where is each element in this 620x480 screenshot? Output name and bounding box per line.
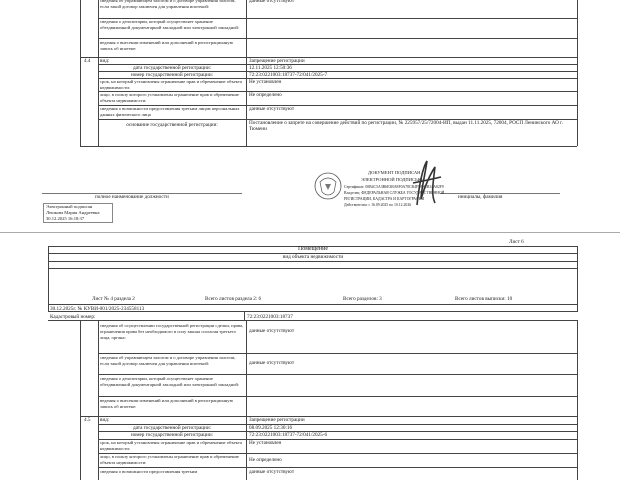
info-total: Всего листов выписки: 10 [455, 296, 513, 302]
row-label: основание государственной регистрации: [126, 122, 218, 128]
row-label: лицо, в пользу которого установлены ограничение прав и обременение объекта недвижимости: [100, 92, 239, 103]
initials-label: инициалы, фамилия [458, 194, 503, 200]
prev-row-value: данные отсутствуют [249, 0, 295, 4]
prev-row-label: сведения об управляющем залогом и о договоре управления залогом, если такой договор заключен для управления ипотекой: [100, 355, 236, 366]
section-number: 4.5 [84, 417, 91, 423]
row-value: 72:23:0221003:18737-72/041/2025-7 [249, 72, 328, 78]
row-value: Постановление о запрете на совершение действий по регистрации, № 225957/25/72004-ИП, выдан 11.11.2025, 72004, РОСП Ленинского АО г. Тюмени [249, 120, 563, 132]
row-value: Запрещение регистрации [249, 417, 305, 423]
row-label: срок, на который установлены ограничение прав и обременение объекта недвижимости: [100, 440, 242, 451]
sheet-number: Лист 6 [509, 239, 524, 245]
cadastral-value: 72:23:0221003:18737 [247, 314, 293, 320]
row-label: сведения о возможности предоставления третьим [100, 469, 198, 474]
handwritten-signature [405, 155, 445, 215]
prev-row-label: сведения о депозитарии, который осуществляет хранение обездвиженной документарной закладной или электронной закладной: [100, 19, 240, 30]
prev-row-value: данные отсутствуют [249, 328, 295, 334]
row-value: Запрещение регистрации [249, 58, 305, 64]
row-value: данные отсутствуют [249, 106, 295, 112]
object-subtitle: вид объекта недвижимости [282, 254, 344, 260]
prev-row-label: ведения о внесении изменений или дополнений в регистрационную запись об ипотеке: [100, 398, 234, 409]
prev-row-label: сведения об управляющем залогом и о договоре управления залогом, если такой договор заключен для управления ипотекой: [100, 0, 236, 9]
row-value: 72:23:0221003:18737-72/041/2025-6 [249, 432, 328, 438]
info-sections: Всего разделов: 3 [343, 296, 382, 302]
e-sign-stamp: Электронный подписан Лешкова Мария Андреевна 30.12.2025 16:18:37 [43, 203, 113, 223]
prev-row-label: сведения об осуществлении государственной регистрации сделки, права, ограничения права без необходимого в силу закона согласия третьего лица, органа: [100, 323, 244, 340]
row-label: вид: [100, 58, 110, 64]
prev-row-label: ведения о внесении изменений или дополнений в регистрационную запись об ипотеке: [100, 40, 234, 51]
row-label: дата государственной регистрации: [132, 65, 212, 71]
row-label: срок, на который установлены ограничение прав и обременение объекта недвижимости: [100, 79, 242, 90]
row-value: 12.11.2025 12:50:36 [249, 65, 292, 71]
row-value: данные отсутствуют [249, 469, 295, 475]
row-value: 08.09.2025 12:30:16 [249, 425, 293, 431]
row-label: сведения о возможности предоставления третьим лицам персональных данных физического лица [100, 106, 240, 117]
row-label: лицо, в пользу которого установлены ограничение прав и обременение объекта недвижимости: [100, 454, 239, 465]
row-label: вид: [100, 417, 110, 423]
row-label: дата государственной регистрации: [132, 425, 212, 431]
prev-row-value: данные отсутствуют [249, 360, 295, 366]
page-divider [0, 232, 620, 233]
emblem-icon [308, 168, 348, 204]
row-value: Не установлен [249, 79, 282, 85]
section-number: 4.4 [84, 58, 91, 64]
extract-number: 30.12.2025г. № КУВИ-001/2025-234558113 [50, 306, 145, 312]
object-title: Помещение [297, 246, 329, 252]
cadastral-label: Кадастровый номер: [50, 314, 96, 320]
row-label: номер государственной регистрации: [130, 72, 214, 78]
row-value: Не определено [249, 457, 282, 463]
info-sheet: Лист № 4 раздела 2 [92, 296, 135, 302]
info-total-sheets: Всего листов раздела 2: 6 [205, 296, 262, 302]
row-label: номер государственной регистрации: [130, 432, 214, 438]
position-label: полное наименование должности [95, 194, 169, 200]
row-value: Не установлен [249, 440, 282, 446]
prev-row-label: сведения о депозитарии, который осуществляет хранение обездвиженной документарной закладной или электронной закладной: [100, 376, 240, 387]
row-value: Не определено [249, 92, 282, 98]
